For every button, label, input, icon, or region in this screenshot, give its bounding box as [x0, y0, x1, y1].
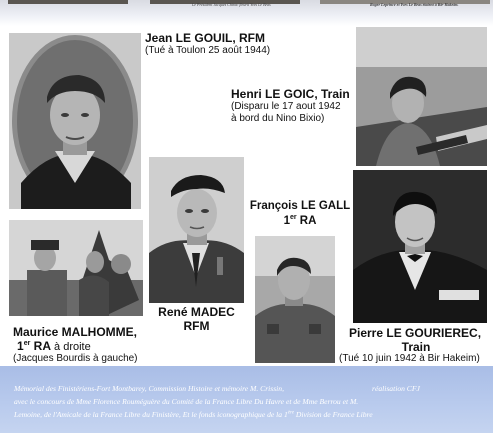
photo-maurice-malhomme — [9, 220, 143, 316]
name-jean-le-gouil: Jean LE GOUIL, RFM — [145, 31, 266, 45]
portrait-francois-le-gall-image — [255, 236, 335, 363]
credits-line-1: Mémorial des Finistériens-Fort Montbarey, Commission Histoire et mémoire M. Crissin, — [14, 384, 284, 393]
credits-line-3 — [14, 410, 373, 419]
credits-line-2: avec le concours de Mme Florence Rouméguère du Comité de la France Libre Du Havre et de Mme Berrou et M. — [14, 397, 359, 406]
credits-line-1-right: réalisation CFJ — [372, 384, 420, 393]
name-maurice-malhomme-1: Maurice MALHOMME, — [13, 325, 138, 339]
credits-footer — [0, 366, 493, 433]
portrait-jean-le-gouil — [9, 33, 141, 209]
name-pierre-le-gourierec-2: Train — [401, 340, 431, 354]
rank-suffix: er — [289, 214, 297, 221]
portrait-jean-le-gouil-image — [9, 33, 141, 209]
credits-line-3-end: Division de France Libre — [293, 410, 373, 419]
detail-jean-le-gouil: (Tué à Toulon 25 août 1944) — [145, 45, 271, 56]
portrait-henri-le-goic-image — [356, 27, 487, 166]
portrait-henri-le-goic — [356, 27, 487, 166]
detail-henri-le-goic-2: à bord du Nino Bixio) — [231, 113, 325, 124]
portrait-pierre-le-gourierec-image — [353, 170, 487, 323]
top-caption-right: Roger Leprince et Yves Le Bras étaient à Bir-Hakeim. — [370, 2, 459, 7]
portrait-francois-le-gall — [255, 236, 335, 363]
detail-pierre-le-gourierec: (Tué 10 juin 1942 à Bir Hakeim) — [339, 353, 480, 364]
detail-henri-le-goic-1: (Disparu le 17 aout 1942 — [231, 101, 341, 112]
name-henri-le-goic: Henri LE GOIC, Train — [231, 87, 350, 101]
name-pierre-le-gourierec-1: Pierre LE GOURIEREC, — [349, 326, 482, 340]
rank-number: 1 — [283, 214, 290, 227]
top-photo-fragment-left — [8, 0, 128, 4]
photo-maurice-malhomme-image — [9, 220, 143, 316]
detail-maurice-malhomme: (Jacques Bourdis à gauche) — [13, 353, 138, 364]
name-francois-le-gall-1: François LE GALL — [249, 200, 351, 212]
rank-suffix: er — [23, 340, 31, 347]
rank-unit: RA — [296, 214, 317, 227]
portrait-rene-madec — [149, 157, 244, 303]
credits-line-3-text: Lemoine, de l'Amicale de la France Libre du Finistère, Et le fonds iconographique de la 1 — [14, 410, 288, 419]
top-caption-center: Le Président Jacques Chirac fleurit Yves Le Bras — [192, 2, 271, 7]
name-maurice-malhomme-2 — [17, 339, 91, 353]
portrait-pierre-le-gourierec — [353, 170, 487, 323]
name-rene-madec-1: René MADEC — [158, 305, 235, 319]
rank-number: 1 — [17, 339, 24, 353]
rank-unit: RA — [30, 339, 51, 353]
portrait-rene-madec-image — [149, 157, 244, 303]
name-francois-le-gall-2 — [248, 214, 352, 227]
credits-line-3-sup: ère — [287, 410, 294, 416]
position-note: à droite — [50, 341, 91, 353]
name-rene-madec-2: RFM — [183, 319, 210, 333]
